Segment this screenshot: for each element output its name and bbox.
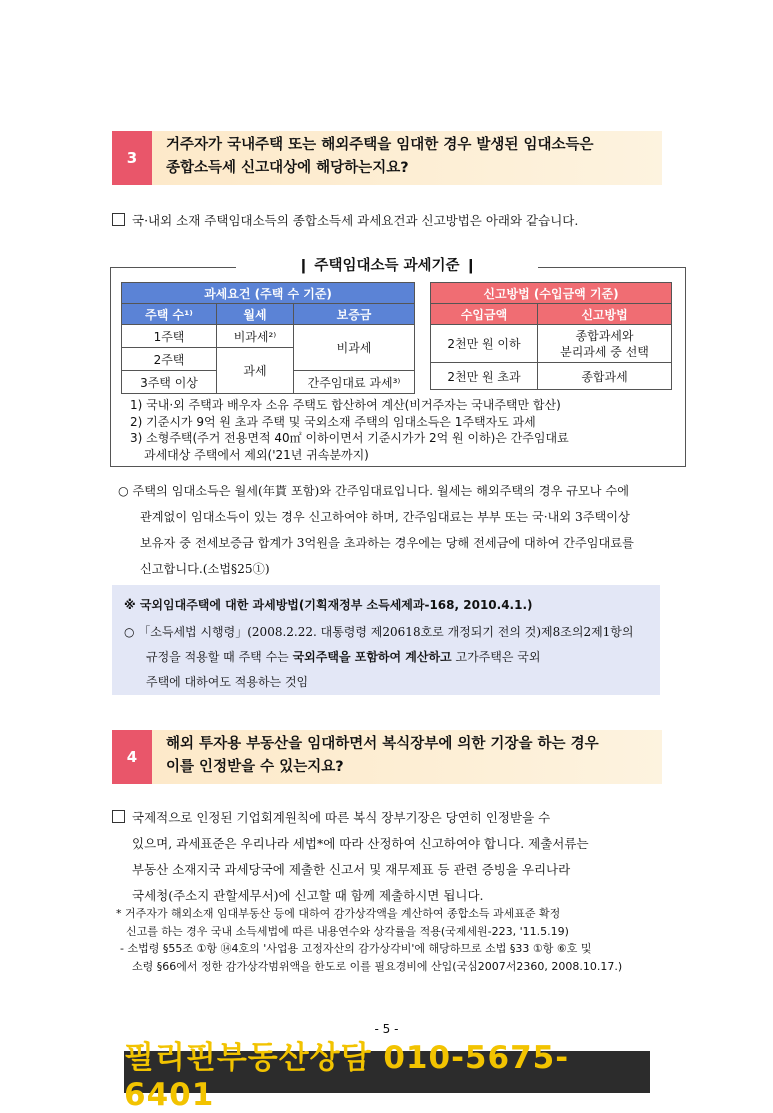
paragraph-line: 부동산 소재지국 과세당국에 제출한 신고서 및 재무제표 등 관련 증빙을 우리나라 <box>132 862 571 877</box>
footnote-depreciation <box>116 905 676 975</box>
footnote-line: 신고를 하는 경우 국내 소득세법에 따른 내용연수와 상각률을 적용(국제세원-223, '11.5.19) <box>126 924 569 938</box>
ruling-note-title: ※ 국외임대주택에 대한 과세방법(기획재정부 소득세제과-168, 2010.4.1.) <box>124 598 533 612</box>
paragraph-text: 국제적으로 인정된 기업회계원칙에 따른 복식 장부기장은 당연히 인정받을 수 <box>132 810 551 825</box>
question-text <box>152 131 662 185</box>
note-line: ○ 「소득세법 시행령」(2008.2.22. 대통령령 제20618호로 개정되기 전의 것)제8조의2제1항의 <box>124 625 634 639</box>
method-line: 종합과세와 <box>575 328 634 343</box>
filing-method-table <box>430 282 672 390</box>
paragraph-line: 국세청(주소지 관할세무서)에 신고할 때 함께 제출하시면 됩니다. <box>132 888 484 903</box>
note-line: 주택에 대하여도 적용하는 것임 <box>146 675 309 689</box>
table-cell: 2주택 <box>122 348 217 371</box>
footnote-line: 소령 §66에서 정한 감가상각범위액을 한도로 이를 필요경비에 산입(국심2007서2360, 2008.10.17.) <box>132 959 623 973</box>
method-line: 분리과세 중 선택 <box>560 344 649 359</box>
table-cell: 2천만 원 이하 <box>431 325 538 363</box>
table-group-header: 과세요건 (주택 수 기준) <box>122 283 415 304</box>
table-cell: 간주임대료 과세³⁾ <box>294 371 415 394</box>
column-header: 보증금 <box>294 304 415 325</box>
question-text <box>152 730 662 784</box>
question-3-header <box>112 131 662 185</box>
intro-paragraph <box>112 208 578 234</box>
question-line-1: 해외 투자용 부동산을 임대하면서 복식장부에 의한 기장을 하는 경우 <box>166 736 599 752</box>
table-cell: 3주택 이상 <box>122 371 217 394</box>
footnote: 2) 기준시가 9억 원 초과 주택 및 국외소재 주택의 임대소득은 1주택자도 과세 <box>130 414 536 429</box>
table-cell <box>538 325 672 363</box>
table-cell: 비과세²⁾ <box>217 325 294 348</box>
table-cell: 과세 <box>217 348 294 394</box>
note-text: 규정을 적용할 때 주택 수는 <box>146 650 293 664</box>
bookkeeping-paragraph <box>112 805 672 909</box>
table-cell: 2천만 원 초과 <box>431 363 538 390</box>
frame-title: ❙ 주택임대소득 과세기준 ❙ <box>236 253 538 279</box>
paragraph-line: 신고합니다.(소법§25①) <box>140 562 270 576</box>
note-line <box>124 645 654 670</box>
column-header: 월세 <box>217 304 294 325</box>
question-line-2: 종합소득세 신고대상에 해당하는지요? <box>166 160 409 176</box>
footnote-line: * 거주자가 해외소재 임대부동산 등에 대하여 감가상각액을 계산하여 종합소득 과세표준 확정 <box>116 907 561 920</box>
paragraph-line <box>112 805 672 831</box>
table-cell: 1주택 <box>122 325 217 348</box>
note-text: 고가주택은 국외 <box>451 650 541 664</box>
footnote: 1) 국내·외 주택과 배우자 소유 주택도 합산하여 계산(비거주자는 국내주택만 합산) <box>130 398 561 412</box>
intro-text: 국·내외 소재 주택임대소득의 종합소득세 과세요건과 신고방법은 아래와 같습니다. <box>132 213 579 228</box>
tax-requirement-table <box>121 282 415 394</box>
column-header: 신고방법 <box>538 304 672 325</box>
column-header: 주택 수¹⁾ <box>122 304 217 325</box>
consult-banner: 필리핀부동산상담 010-5675-6401 <box>124 1051 650 1093</box>
checkbox-square-icon <box>112 810 125 823</box>
question-number: 4 <box>112 730 152 784</box>
question-4-header <box>112 730 662 784</box>
table-footnotes <box>130 397 569 463</box>
paragraph-line: 있으며, 과세표준은 우리나라 세법*에 따라 산정하여 신고하여야 합니다. 제출서류는 <box>132 836 589 851</box>
footnote: 과세대상 주택에서 제외('21년 귀속분까지) <box>144 447 369 462</box>
paragraph-line: 관계없이 임대소득이 있는 경우 신고하여야 하며, 간주임대료는 부부 또는 국·내외 3주택이상 <box>140 510 630 524</box>
footnote-line: - 소법령 §55조 ①항 ⑭4호의 '사업용 고정자산의 감가상각비'에 해당하므로 소법 §33 ①항 ⑥호 및 <box>120 942 592 955</box>
rental-income-paragraph <box>118 478 678 582</box>
table-cell: 종합과세 <box>538 363 672 390</box>
checkbox-square-icon <box>112 213 125 226</box>
paragraph-line: 보유자 중 전세보증금 합계가 3억원을 초과하는 경우에는 당해 전세금에 대하여 간주임대료를 <box>140 536 634 550</box>
question-line-2: 이를 인정받을 수 있는지요? <box>166 759 344 775</box>
column-header: 수입금액 <box>431 304 538 325</box>
paragraph-line: ○ 주택의 임대소득은 월세(年貰 포함)와 간주임대료입니다. 월세는 해외주택의 경우 규모나 수에 <box>118 484 629 498</box>
question-line-1: 거주자가 국내주택 또는 해외주택을 임대한 경우 발생된 임대소득은 <box>166 137 594 153</box>
ruling-note-body <box>124 620 654 695</box>
table-cell: 비과세 <box>294 325 415 371</box>
footnote: 3) 소형주택(주거 전용면적 40㎡ 이하이면서 기준시가가 2억 원 이하)은 간주임대료 <box>130 431 569 445</box>
table-group-header: 신고방법 (수입금액 기준) <box>431 283 672 304</box>
note-emphasis: 국외주택을 포함하여 계산하고 <box>292 650 452 664</box>
page-number: - 5 - <box>374 1022 399 1036</box>
question-number: 3 <box>112 131 152 185</box>
